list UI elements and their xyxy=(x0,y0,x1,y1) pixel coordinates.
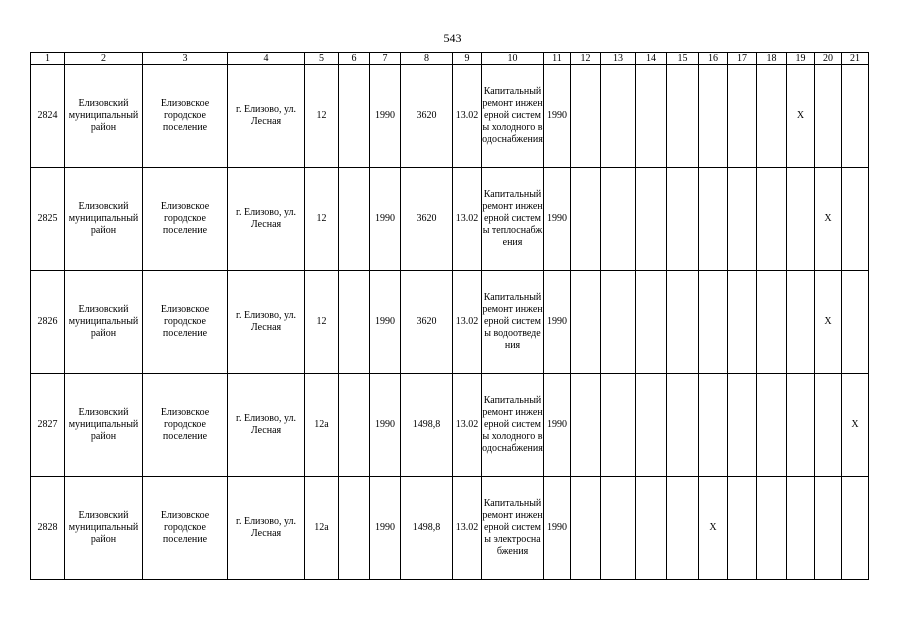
house-number: 12 xyxy=(305,271,339,374)
table-cell xyxy=(842,168,869,271)
year-commissioned: 1990 xyxy=(544,374,571,477)
year: 1990 xyxy=(370,477,401,580)
table-cell xyxy=(636,374,667,477)
settlement: Елизовское городское поселение xyxy=(143,271,228,374)
table-cell xyxy=(571,65,601,168)
table-cell: X xyxy=(815,168,842,271)
table-cell xyxy=(571,271,601,374)
year-commissioned: 1990 xyxy=(544,271,571,374)
area: 3620 xyxy=(401,168,453,271)
table-cell xyxy=(757,477,787,580)
table-row xyxy=(31,65,869,168)
table-cell xyxy=(787,168,815,271)
address: г. Елизово, ул. Лесная xyxy=(228,374,305,477)
table-cell xyxy=(571,168,601,271)
table-cell: X xyxy=(787,65,815,168)
column-header: 3 xyxy=(143,53,228,65)
work-type: Капитальный ремонт инженерной системы водоотведения xyxy=(482,271,544,374)
table-cell xyxy=(728,271,757,374)
table-cell xyxy=(728,477,757,580)
address: г. Елизово, ул. Лесная xyxy=(228,271,305,374)
table-cell xyxy=(636,168,667,271)
code: 13.02 xyxy=(453,271,482,374)
year: 1990 xyxy=(370,65,401,168)
table-cell xyxy=(667,477,699,580)
house-number: 12а xyxy=(305,477,339,580)
municipal-district: Елизовский муниципальный район xyxy=(65,477,143,580)
record-number: 2826 xyxy=(31,271,65,374)
code: 13.02 xyxy=(453,374,482,477)
table-cell xyxy=(667,168,699,271)
house-number: 12 xyxy=(305,168,339,271)
house-number: 12а xyxy=(305,374,339,477)
table-cell xyxy=(815,477,842,580)
table-cell xyxy=(636,65,667,168)
table-row xyxy=(31,168,869,271)
table-cell xyxy=(339,168,370,271)
column-header: 20 xyxy=(815,53,842,65)
table-cell xyxy=(571,374,601,477)
area: 1498,8 xyxy=(401,477,453,580)
table-row xyxy=(31,271,869,374)
column-number-row xyxy=(31,53,869,65)
table-cell xyxy=(636,477,667,580)
table-cell xyxy=(787,477,815,580)
table-cell xyxy=(757,65,787,168)
column-header: 12 xyxy=(571,53,601,65)
column-header: 7 xyxy=(370,53,401,65)
table-cell: X xyxy=(699,477,728,580)
column-header: 17 xyxy=(728,53,757,65)
table-cell xyxy=(601,477,636,580)
year-commissioned: 1990 xyxy=(544,477,571,580)
column-header: 5 xyxy=(305,53,339,65)
column-header: 21 xyxy=(842,53,869,65)
column-header: 9 xyxy=(453,53,482,65)
table-cell xyxy=(636,271,667,374)
column-header: 2 xyxy=(65,53,143,65)
table-cell xyxy=(728,65,757,168)
house-number: 12 xyxy=(305,65,339,168)
table-cell xyxy=(339,65,370,168)
table-cell xyxy=(699,271,728,374)
work-type: Капитальный ремонт инженерной системы электроснабжения xyxy=(482,477,544,580)
code: 13.02 xyxy=(453,477,482,580)
year: 1990 xyxy=(370,168,401,271)
column-header: 4 xyxy=(228,53,305,65)
municipal-district: Елизовский муниципальный район xyxy=(65,65,143,168)
table-cell xyxy=(601,168,636,271)
column-header: 1 xyxy=(31,53,65,65)
page-number: 543 xyxy=(443,31,462,45)
table-cell xyxy=(667,65,699,168)
table-cell xyxy=(667,374,699,477)
municipal-district: Елизовский муниципальный район xyxy=(65,374,143,477)
table-cell xyxy=(842,65,869,168)
table-cell xyxy=(601,65,636,168)
table-cell xyxy=(571,477,601,580)
table-cell xyxy=(757,168,787,271)
column-header: 19 xyxy=(787,53,815,65)
table-cell xyxy=(601,271,636,374)
table-cell xyxy=(728,168,757,271)
column-header: 8 xyxy=(401,53,453,65)
table-cell xyxy=(842,477,869,580)
year: 1990 xyxy=(370,271,401,374)
work-type: Капитальный ремонт инженерной системы теплоснабжения xyxy=(482,168,544,271)
table-row xyxy=(31,374,869,477)
column-header: 14 xyxy=(636,53,667,65)
table-cell xyxy=(815,65,842,168)
settlement: Елизовское городское поселение xyxy=(143,168,228,271)
year: 1990 xyxy=(370,374,401,477)
table-cell xyxy=(339,477,370,580)
settlement: Елизовское городское поселение xyxy=(143,374,228,477)
address: г. Елизово, ул. Лесная xyxy=(228,168,305,271)
table-cell xyxy=(815,374,842,477)
table-cell xyxy=(339,271,370,374)
column-header: 10 xyxy=(482,53,544,65)
address: г. Елизово, ул. Лесная xyxy=(228,65,305,168)
address: г. Елизово, ул. Лесная xyxy=(228,477,305,580)
register-table xyxy=(30,52,869,580)
table-cell xyxy=(787,374,815,477)
table-cell xyxy=(699,374,728,477)
record-number: 2827 xyxy=(31,374,65,477)
table-cell xyxy=(339,374,370,477)
table-cell xyxy=(728,374,757,477)
column-header: 13 xyxy=(601,53,636,65)
municipal-district: Елизовский муниципальный район xyxy=(65,168,143,271)
table-cell xyxy=(842,271,869,374)
record-number: 2824 xyxy=(31,65,65,168)
municipal-district: Елизовский муниципальный район xyxy=(65,271,143,374)
record-number: 2825 xyxy=(31,168,65,271)
table-cell xyxy=(699,65,728,168)
settlement: Елизовское городское поселение xyxy=(143,477,228,580)
record-number: 2828 xyxy=(31,477,65,580)
column-header: 16 xyxy=(699,53,728,65)
code: 13.02 xyxy=(453,168,482,271)
area: 1498,8 xyxy=(401,374,453,477)
table-cell xyxy=(757,374,787,477)
column-header: 15 xyxy=(667,53,699,65)
work-type: Капитальный ремонт инженерной системы холодного водоснабжения xyxy=(482,65,544,168)
column-header: 6 xyxy=(339,53,370,65)
table-cell xyxy=(757,271,787,374)
year-commissioned: 1990 xyxy=(544,168,571,271)
column-header: 18 xyxy=(757,53,787,65)
column-header: 11 xyxy=(544,53,571,65)
table-cell xyxy=(787,271,815,374)
work-type: Капитальный ремонт инженерной системы холодного водоснабжения xyxy=(482,374,544,477)
settlement: Елизовское городское поселение xyxy=(143,65,228,168)
area: 3620 xyxy=(401,271,453,374)
code: 13.02 xyxy=(453,65,482,168)
table-cell xyxy=(699,168,728,271)
table-cell: X xyxy=(842,374,869,477)
table-cell xyxy=(667,271,699,374)
area: 3620 xyxy=(401,65,453,168)
table-row xyxy=(31,477,869,580)
table-cell: X xyxy=(815,271,842,374)
year-commissioned: 1990 xyxy=(544,65,571,168)
table-cell xyxy=(601,374,636,477)
